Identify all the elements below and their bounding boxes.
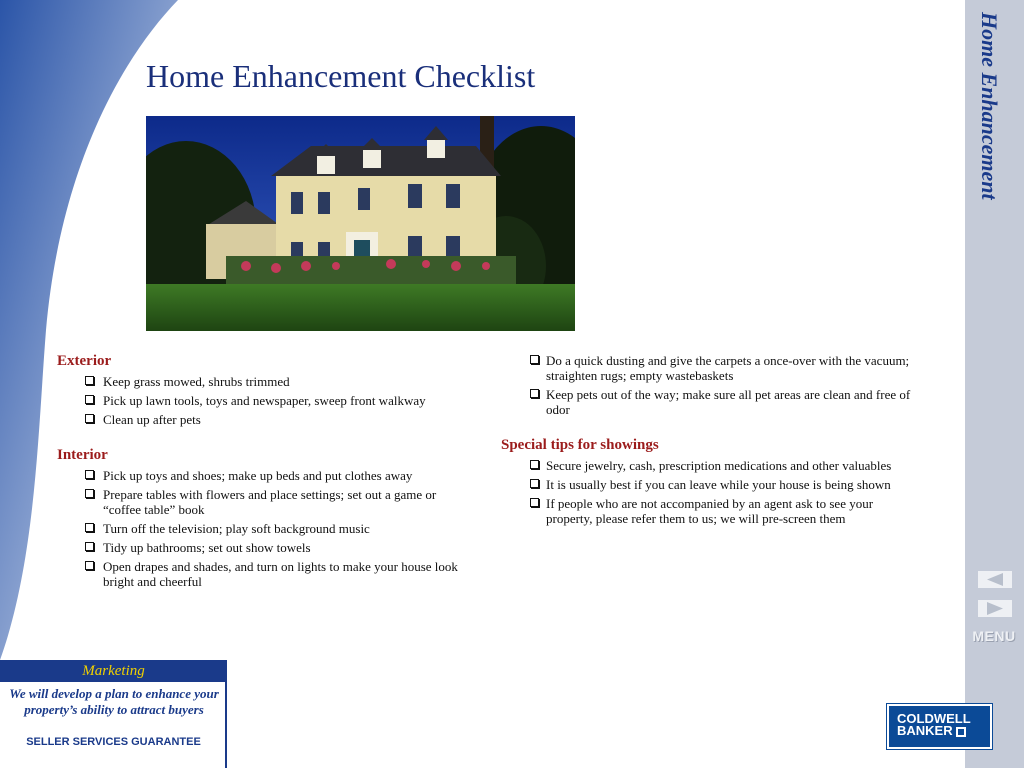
right-triangle-icon [987, 602, 1003, 615]
logo-mark-icon [956, 727, 966, 737]
checkbox-bullet-icon [85, 489, 94, 498]
marketing-label: Marketing [0, 660, 227, 682]
logo-line-1: COLDWELL [897, 711, 971, 726]
list-item: Clean up after pets [57, 412, 467, 427]
seller-services-guarantee: SELLER SERVICES GUARANTEE [26, 736, 201, 748]
list-item: Secure jewelry, cash, prescription medications and other valuables [501, 458, 911, 473]
list-item: Keep pets out of the way; make sure all pet areas are clean and free of odor [501, 387, 911, 417]
checkbox-bullet-icon [530, 355, 539, 364]
coldwell-banker-logo [887, 704, 992, 749]
interior-list [57, 468, 467, 589]
interior-continued-list [501, 353, 911, 417]
checkbox-bullet-icon [530, 479, 539, 488]
left-column [57, 353, 467, 609]
checkbox-bullet-icon [85, 523, 94, 532]
showings-heading: Special tips for showings [501, 437, 659, 453]
menu-button[interactable]: MENU [972, 628, 1016, 644]
interior-heading: Interior [57, 447, 108, 463]
list-item: It is usually best if you can leave while your house is being shown [501, 477, 911, 492]
next-button[interactable] [978, 600, 1012, 617]
list-item: Pick up lawn tools, toys and newspaper, sweep front walkway [57, 393, 467, 408]
list-item: Pick up toys and shoes; make up beds and put clothes away [57, 468, 467, 483]
list-item: If people who are not accompanied by an agent ask to see your property, please refer them to us; we will pre-screen them [501, 496, 911, 526]
list-item: Do a quick dusting and give the carpets a once-over with the vacuum; straighten rugs; empty wastebaskets [501, 353, 911, 383]
logo-line-2: BANKER [897, 723, 953, 738]
checkbox-bullet-icon [85, 395, 94, 404]
checkbox-bullet-icon [85, 414, 94, 423]
checkbox-bullet-icon [530, 460, 539, 469]
checkbox-bullet-icon [85, 542, 94, 551]
checkbox-bullet-icon [85, 470, 94, 479]
list-item: Turn off the television; play soft background music [57, 521, 467, 536]
sidebar-title: Home Enhancement [977, 12, 1002, 200]
marketing-description: We will develop a plan to enhance your property’s ability to attract buyers [9, 686, 219, 717]
list-item: Keep grass mowed, shrubs trimmed [57, 374, 467, 389]
checkbox-bullet-icon [85, 561, 94, 570]
checkbox-bullet-icon [85, 376, 94, 385]
left-triangle-icon [987, 573, 1003, 586]
list-item: Open drapes and shades, and turn on lights to make your house look bright and cheerful [57, 559, 467, 589]
exterior-list [57, 374, 467, 427]
house-photo [146, 116, 575, 331]
exterior-heading: Exterior [57, 353, 112, 369]
right-column [501, 353, 911, 546]
checkbox-bullet-icon [530, 389, 539, 398]
previous-button[interactable] [978, 571, 1012, 588]
page-title: Home Enhancement Checklist [146, 58, 536, 94]
checkbox-bullet-icon [530, 498, 539, 507]
list-item: Prepare tables with flowers and place settings; set out a game or “coffee table” book [57, 487, 467, 517]
list-item: Tidy up bathrooms; set out show towels [57, 540, 467, 555]
showings-list [501, 458, 911, 526]
